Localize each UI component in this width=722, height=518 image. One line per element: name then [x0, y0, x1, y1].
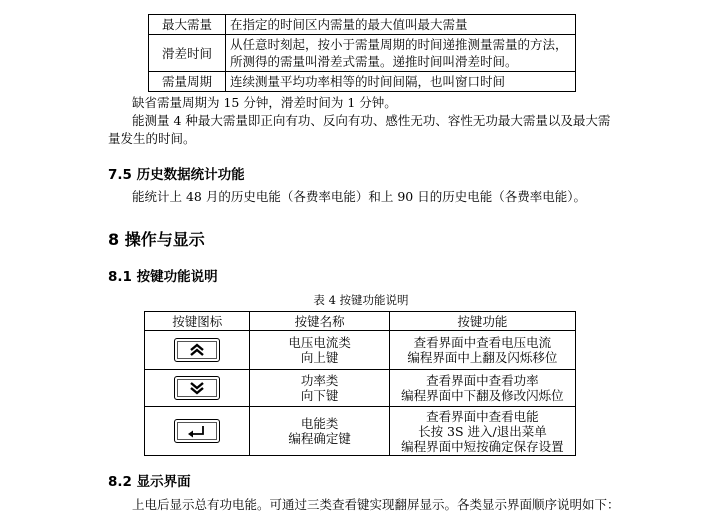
- table-row: [145, 407, 576, 456]
- key-function-line: 长按 3S 进入/退出菜单: [418, 423, 547, 439]
- key-function-line: 编程界面中上翻及闪烁移位: [407, 350, 558, 365]
- measure-paragraph-line1: 能测量 4 种最大需量即正向有功、反向有功、感性无功、容性无功最大需量以及最大需: [132, 113, 611, 128]
- down-key-icon: [174, 376, 220, 400]
- table-row: [145, 331, 576, 370]
- column-header: 按键功能: [389, 312, 575, 331]
- key-icon-cell: [145, 331, 250, 370]
- table-caption: 表 4 按键功能说明: [313, 293, 409, 307]
- definition-line: 所测得的需量叫滑差式需量。递推时间叫滑差时间。: [230, 54, 518, 69]
- definition-line: 连续测量平均功率相等的时间间隔，也叫窗口时间: [230, 74, 506, 89]
- key-function-cell: [389, 331, 575, 370]
- key-function-line: 编程界面中下翻及修改闪烁位: [401, 388, 564, 403]
- definition-text: [226, 72, 576, 92]
- up-key-icon: [174, 338, 220, 362]
- key-name-line: 电能类: [300, 416, 339, 431]
- definition-text: [226, 35, 576, 72]
- key-name-line: 编程确定键: [288, 431, 351, 446]
- table-row: [149, 72, 576, 92]
- display-paragraph: 上电后显示总有功电能。可通过三类查看键实现翻屏显示。各类显示界面顺序说明如下：: [132, 497, 620, 512]
- history-paragraph: 能统计上 48 月的历史电能（各费率电能）和上 90 日的历史电能（各费率电能）。: [132, 189, 586, 204]
- section-8-heading: 8 操作与显示: [108, 230, 205, 249]
- definition-line: 从任意时刻起，按小于需量周期的时间递推测量需量的方法，: [230, 37, 568, 52]
- column-header: 按键名称: [250, 312, 389, 331]
- definition-text: [226, 15, 576, 35]
- column-header: 按键图标: [145, 312, 250, 331]
- table-header-row: [145, 312, 576, 331]
- definition-term: 需量周期: [149, 72, 226, 92]
- default-period-paragraph: 缺省需量周期为 15 分钟，滑差时间为 1 分钟。: [132, 95, 397, 110]
- demand-definition-table: [148, 14, 576, 92]
- definition-line: 在指定的时间区内需量的最大值叫最大需量: [230, 17, 468, 32]
- key-function-line: 查看界面中查看电能: [426, 408, 539, 424]
- key-name-cell: [250, 331, 389, 370]
- key-icon-cell: [145, 407, 250, 456]
- key-name-line: 电压电流类: [288, 335, 351, 350]
- key-function-cell: [389, 407, 575, 456]
- section-7-5-heading: 7.5 历史数据统计功能: [108, 167, 245, 183]
- key-function-line: 查看界面中查看功率: [426, 373, 539, 388]
- key-name-line: 向下键: [300, 388, 339, 403]
- table-row: [145, 370, 576, 407]
- key-function-line: 查看界面中查看电压电流: [413, 335, 552, 350]
- key-name-cell: [250, 370, 389, 407]
- enter-key-icon: [174, 419, 220, 443]
- key-function-table: [144, 311, 576, 456]
- table-row: [149, 15, 576, 35]
- measure-paragraph-line2: 量发生的时间。: [108, 131, 196, 146]
- key-name-line: 功率类: [300, 373, 339, 388]
- definition-term: 滑差时间: [149, 35, 226, 72]
- key-icon-cell: [145, 370, 250, 407]
- section-8-1-heading: 8.1 按键功能说明: [108, 269, 218, 285]
- key-function-line: 编程界面中短按确定保存设置: [401, 438, 564, 454]
- key-function-cell: [389, 370, 575, 407]
- table-row: [149, 35, 576, 72]
- definition-term: 最大需量: [149, 15, 226, 35]
- key-name-line: 向上键: [300, 350, 339, 365]
- key-name-cell: [250, 407, 389, 456]
- section-8-2-heading: 8.2 显示界面: [108, 474, 191, 490]
